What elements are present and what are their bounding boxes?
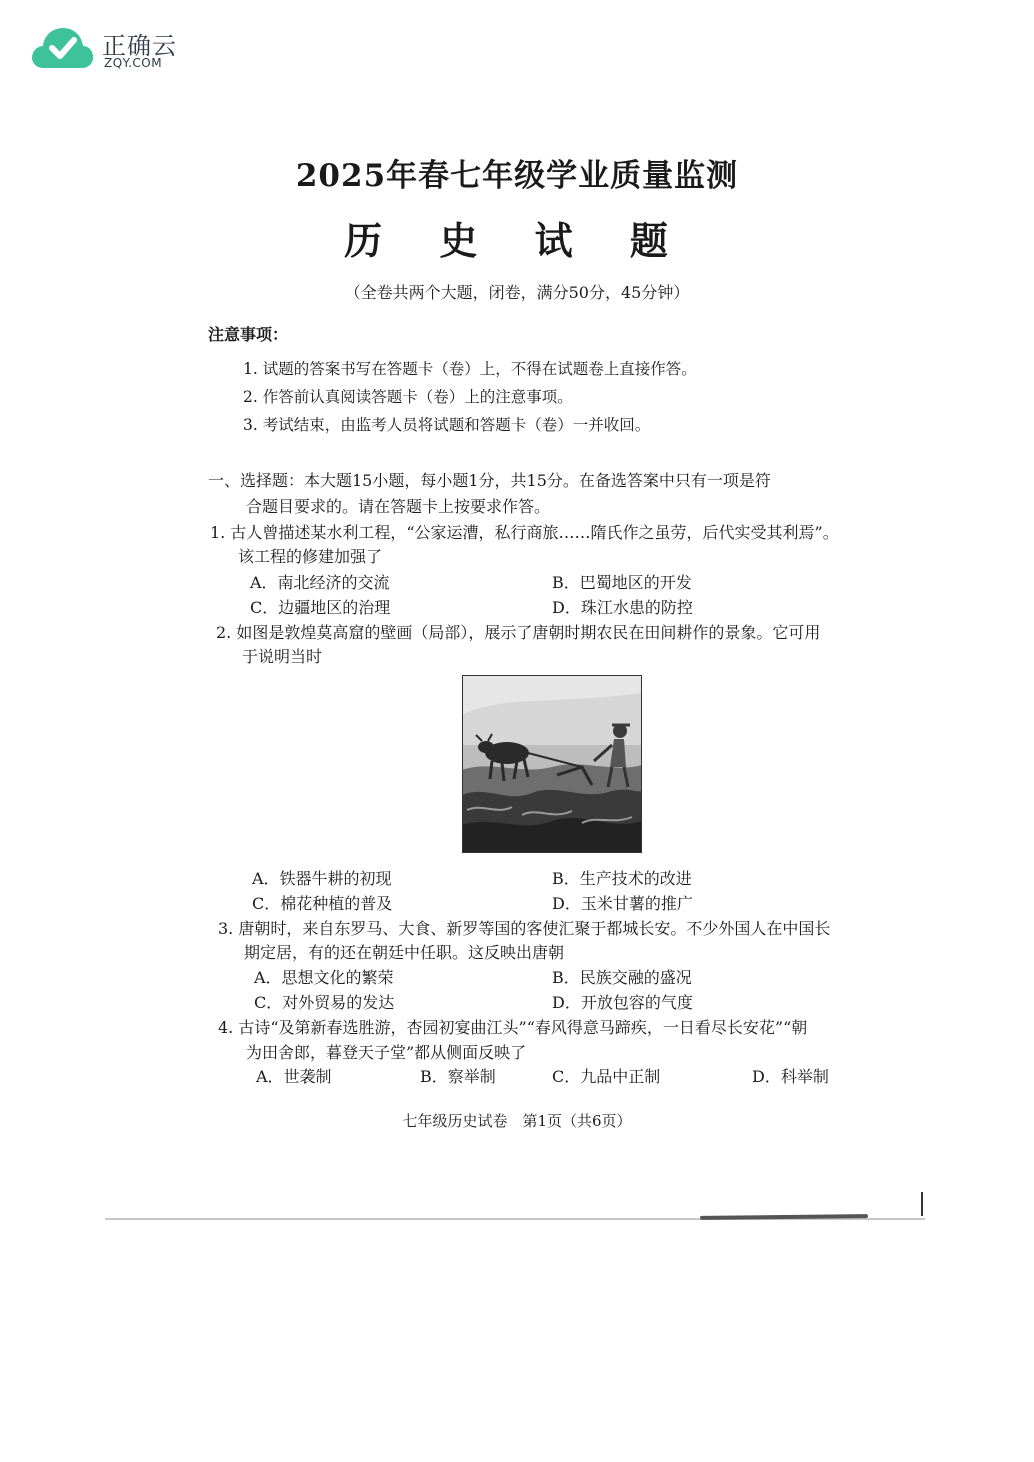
question-4-option-a: A．世袭制 [256, 1067, 332, 1086]
section-heading: 一、选择题：本大题15小题，每小题1分，共15分。在备选答案中只有一项是符 [208, 471, 771, 490]
question-2-option-d: D．玉米甘薯的推广 [552, 894, 693, 913]
question-3-stem: 3. 唐朝时，来自东罗马、大食、新罗等国的客使汇聚于都城长安。不少外国人在中国长 [218, 919, 831, 938]
notice-item: 3. 考试结束，由监考人员将试题和答题卡（卷）一并收回。 [243, 416, 651, 434]
dunhuang-mural-farming-image [462, 675, 642, 853]
question-1-stem-cont: 该工程的修建加强了 [238, 547, 383, 566]
notice-item: 1. 试题的答案书写在答题卡（卷）上，不得在试题卷上直接作答。 [243, 360, 697, 378]
brand-name: 正确云 [102, 32, 177, 60]
question-2-stem: 2. 如图是敦煌莫高窟的壁画（局部），展示了唐朝时期农民在田间耕作的景象。它可用 [216, 623, 821, 642]
question-3-option-b: B．民族交融的盛况 [552, 968, 692, 987]
question-2-option-c: C．棉花种植的普及 [252, 894, 393, 913]
question-1-option-a: A．南北经济的交流 [250, 573, 390, 592]
section-heading-cont: 合题目要求的。请在答题卡上按要求作答。 [246, 497, 551, 516]
question-4-option-b: B．察举制 [420, 1067, 496, 1086]
brand-logo [30, 22, 180, 74]
question-4-option-d: D．科举制 [752, 1067, 829, 1086]
exam-info: （全卷共两个大题，闭卷，满分50分，45分钟） [344, 283, 690, 302]
question-2-option-a: A．铁器牛耕的初现 [252, 869, 392, 888]
question-2-stem-cont: 于说明当时 [242, 647, 323, 666]
question-1-option-b: B．巴蜀地区的开发 [552, 573, 692, 592]
notice-heading: 注意事项： [208, 325, 289, 344]
question-1-stem: 1. 古人曾描述某水利工程，“公家运漕，私行商旅……隋氏作之虽劳，后代实受其利焉”。 [210, 523, 839, 542]
exam-title: 2025年春七年级学业质量监测 [295, 158, 739, 194]
question-1-option-c: C．边疆地区的治理 [250, 598, 391, 617]
question-3-stem-cont: 期定居，有的还在朝廷中任职。这反映出唐朝 [244, 943, 565, 962]
question-4-stem-cont: 为田舍郎，暮登天子堂”都从侧面反映了 [246, 1043, 527, 1062]
brand-domain: ZQY.COM [104, 56, 163, 70]
question-3-option-d: D．开放包容的气度 [552, 993, 693, 1012]
scan-mark [921, 1192, 923, 1216]
question-4-option-c: C．九品中正制 [552, 1067, 661, 1086]
exam-subject: 历 史 试 题 [344, 218, 690, 263]
cloud-check-icon [30, 22, 94, 74]
question-1-option-d: D．珠江水患的防控 [552, 598, 693, 617]
question-3-option-c: C．对外贸易的发达 [254, 993, 395, 1012]
notice-item: 2. 作答前认真阅读答题卡（卷）上的注意事项。 [243, 388, 573, 406]
question-4-stem: 4. 古诗“及第新春选胜游，杏园初宴曲江头”“春风得意马蹄疾，一日看尽长安花”“朝 [218, 1018, 808, 1037]
page-footer: 七年级历史试卷 第1页（共6页） [402, 1112, 632, 1130]
question-3-option-a: A．思想文化的繁荣 [254, 968, 394, 987]
question-2-option-b: B．生产技术的改进 [552, 869, 692, 888]
